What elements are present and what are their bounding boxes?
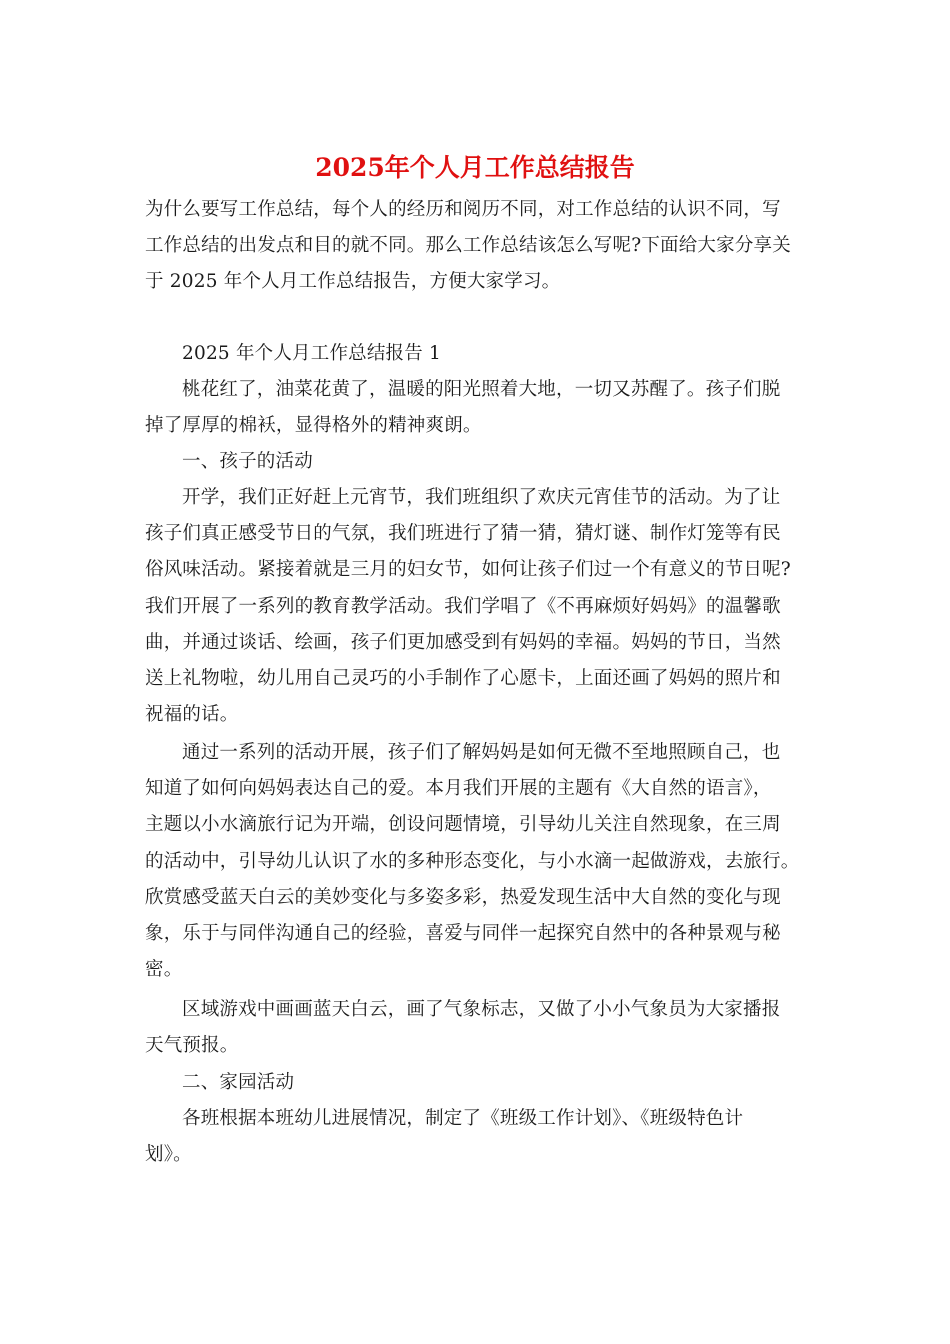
document-title: 2025年个人月工作总结报告 [315, 153, 635, 182]
text-line: 于 2025 年个人月工作总结报告，方便大家学习。 [145, 271, 561, 293]
intro-paragraph [145, 192, 805, 301]
section-title: 2025 年个人月工作总结报告 1 [182, 343, 442, 364]
text-line: 密。 [145, 959, 183, 981]
paragraph-2 [145, 480, 805, 733]
text-line: 祝福的话。 [145, 704, 239, 726]
text-line: 通过一系列的活动开展，孩子们了解妈妈是如何无微不至地照顾自己，也 [182, 742, 781, 763]
text-line: 孩子们真正感受节日的气氛，我们班进行了猜一猜，猜灯谜、制作灯笼等有民 [145, 523, 781, 545]
text-line: 掉了厚厚的棉袄，显得格外的精神爽朗。 [145, 415, 482, 437]
text-line: 曲，并通过谈话、绘画，孩子们更加感受到有妈妈的幸福。妈妈的节日，当然 [145, 631, 781, 653]
paragraph-4 [145, 992, 805, 1064]
paragraph-5 [145, 1101, 805, 1173]
text-line: 工作总结的出发点和目的就不同。那么工作总结该怎么写呢?下面给大家分享关 [145, 235, 791, 257]
text-line: 象，乐于与同伴沟通自己的经验，喜爱与同伴一起探究自然中的各种景观与秘 [145, 923, 781, 945]
text-line: 划》。 [145, 1144, 192, 1166]
text-line: 天气预报。 [145, 1035, 239, 1057]
text-line: 欣赏感受蓝天白云的美妙变化与多姿多彩，热爱发现生活中大自然的变化与现 [145, 886, 781, 908]
text-line: 我们开展了一系列的教育教学活动。我们学唱了《不再麻烦好妈妈》的温馨歌 [145, 595, 781, 617]
text-line: 为什么要写工作总结，每个人的经历和阅历不同，对工作总结的认识不同，写 [145, 199, 781, 220]
heading-home-school-activities: 二、家园活动 [182, 1072, 295, 1093]
text-line: 主题以小水滴旅行记为开端，创设问题情境，引导幼儿关注自然现象，在三周 [145, 814, 781, 836]
text-line: 区域游戏中画画蓝天白云，画了气象标志，又做了小小气象员为大家播报 [182, 999, 781, 1020]
text-line: 知道了如何向妈妈表达自己的爱。本月我们开展的主题有《大自然的语言》， [145, 778, 772, 800]
text-line: 送上礼物啦，幼儿用自己灵巧的小手制作了心愿卡，上面还画了妈妈的照片和 [145, 668, 781, 690]
text-line: 桃花红了，油菜花黄了，温暖的阳光照着大地，一切又苏醒了。孩子们脱 [182, 379, 781, 400]
text-line: 的活动中，引导幼儿认识了水的多种形态变化，与小水滴一起做游戏，去旅行。 [145, 850, 800, 872]
paragraph-1 [145, 372, 805, 444]
text-line: 各班根据本班幼儿进展情况，制定了《班级工作计划》、《班级特色计 [182, 1108, 744, 1129]
text-line: 开学，我们正好赶上元宵节，我们班组织了欢庆元宵佳节的活动。为了让 [182, 487, 781, 508]
paragraph-3 [145, 735, 805, 988]
text-line: 俗风味活动。紧接着就是三月的妇女节，如何让孩子们过一个有意义的节日呢? [145, 559, 791, 581]
heading-children-activities: 一、孩子的活动 [182, 451, 313, 472]
